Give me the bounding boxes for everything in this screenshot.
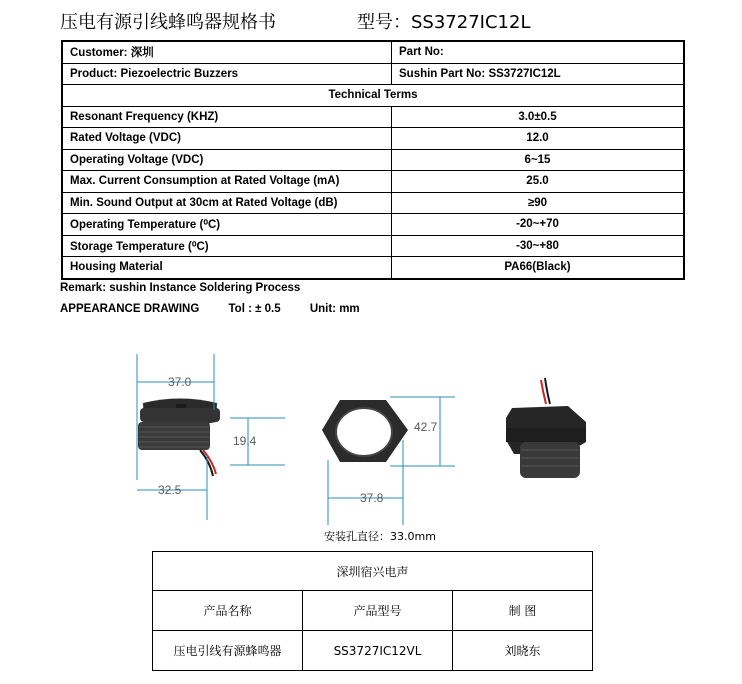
table-row	[62, 63, 684, 85]
product-cell: Product: Piezoelectric Buzzers	[62, 63, 392, 85]
side-view-buzzer	[138, 399, 220, 477]
unit-text: Unit: mm	[309, 303, 360, 315]
buzzer-photo	[506, 378, 586, 478]
value-product-name: 压电引线有源蜂鸣器	[153, 631, 303, 671]
term-cell: Rated Voltage (VDC)	[62, 128, 392, 150]
dimension-label: 37.8	[360, 491, 384, 505]
value-cell: PA66(Black)	[392, 257, 685, 279]
table-row	[62, 192, 684, 214]
model-label: 型号：SS3727IC12L	[357, 12, 531, 33]
customer-cell: Customer: 深圳	[62, 41, 392, 63]
value-cell: 12.0	[392, 128, 685, 150]
header-drafter: 制 图	[453, 591, 593, 631]
hex-nut	[322, 400, 408, 462]
term-cell: Min. Sound Output at 30cm at Rated Voltage (dB)	[62, 192, 392, 214]
table-row	[153, 552, 593, 591]
value-cell: -20~+70	[392, 214, 685, 236]
table-row	[62, 171, 684, 193]
value-cell: 6~15	[392, 149, 685, 171]
document-title: 压电有源引线蜂鸣器规格书	[60, 12, 276, 33]
table-row	[62, 257, 684, 279]
company-cell: 深圳宿兴电声	[153, 552, 593, 591]
appearance-heading: APPEARANCE DRAWING	[60, 303, 200, 315]
spec-table	[61, 40, 685, 280]
term-cell: Resonant Frequency (KHZ)	[62, 106, 392, 128]
dimension-label: 19.4	[233, 434, 257, 448]
value-drafter: 刘晓东	[453, 631, 593, 671]
value-cell: -30~+80	[392, 235, 685, 257]
technical-terms-heading: Technical Terms	[62, 85, 684, 107]
term-cell: Housing Material	[62, 257, 392, 279]
remark-text: Remark: sushin Instance Soldering Process	[60, 282, 301, 294]
appearance-line	[60, 303, 386, 315]
table-row	[62, 214, 684, 236]
part-no-cell: Part No:	[392, 41, 685, 63]
dimension-label: 32.5	[158, 483, 182, 497]
dimension-label: 37.0	[168, 375, 192, 389]
table-row	[62, 235, 684, 257]
table-row	[153, 591, 593, 631]
dimension-label: 42.7	[414, 420, 438, 434]
table-row	[62, 128, 684, 150]
tolerance-text: Tol : ± 0.5	[228, 303, 281, 315]
table-row	[62, 41, 684, 63]
term-cell: Operating Voltage (VDC)	[62, 149, 392, 171]
header-product-name: 产品名称	[153, 591, 303, 631]
value-cell: ≥90	[392, 192, 685, 214]
mounting-hole-text: 安装孔直径：33.0mm	[324, 530, 436, 543]
signature-table	[152, 551, 593, 671]
table-row	[62, 85, 684, 107]
term-cell: Max. Current Consumption at Rated Voltage (mA)	[62, 171, 392, 193]
value-cell: 3.0±0.5	[392, 106, 685, 128]
appearance-drawing	[0, 330, 742, 530]
table-row	[62, 106, 684, 128]
table-row	[62, 149, 684, 171]
header-product-model: 产品型号	[303, 591, 453, 631]
value-product-model: SS3727IC12VL	[303, 631, 453, 671]
table-row	[153, 631, 593, 671]
term-cell: Operating Temperature (⁰C)	[62, 214, 392, 236]
value-cell: 25.0	[392, 171, 685, 193]
term-cell: Storage Temperature (⁰C)	[62, 235, 392, 257]
sushin-part-no-cell: Sushin Part No: SS3727IC12L	[392, 63, 685, 85]
